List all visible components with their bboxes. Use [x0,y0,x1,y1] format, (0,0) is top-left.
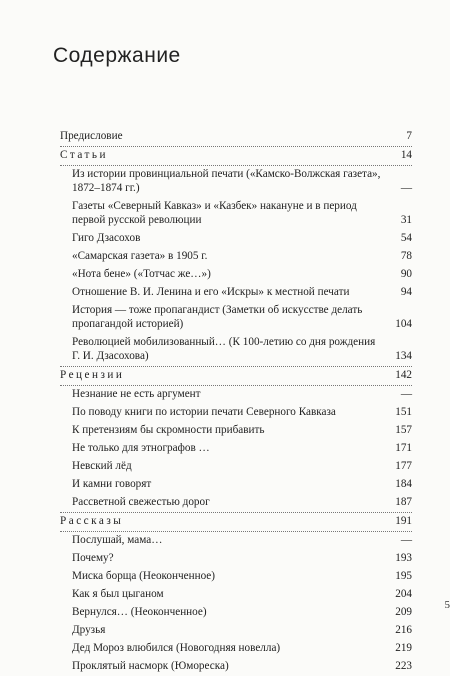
toc-entry-title: Не только для этнографов … [72,441,412,455]
toc-entry-title: Из истории провинциальной печати («Камско-Волжская газета», 1872–1874 гг.) [72,167,412,195]
toc-entry [60,494,412,513]
toc-entry [60,476,412,494]
toc-entry-title: Рассветной свежестью дорог [72,495,412,509]
toc-entry [60,386,412,404]
toc-entry [60,128,412,147]
toc-entry-page: 151 [395,405,412,419]
toc-entry-page: — [401,387,412,401]
toc-section [60,513,412,532]
toc-entry-title: Газеты «Северный Кавказ» и «Казбек» накануне и в период первой русской революции [72,199,412,227]
toc-entry-page: 104 [395,317,412,331]
toc-entry [60,568,412,586]
toc-entry-title: «Нота бене» («Тотчас же…») [72,267,412,281]
toc-entry [60,334,412,367]
toc-entry [60,640,412,658]
toc-entry-title: К претензиям бы скромности прибавить [72,423,412,437]
toc-entry [60,284,412,302]
toc-entry-title: Гиго Дзасохов [72,231,412,245]
toc-entry [60,248,412,266]
toc-entry [60,586,412,604]
toc-entry-title: Невский лёд [72,459,412,473]
toc-entry-page: 209 [395,605,412,619]
toc-entry-title: Вернулся… (Неоконченное) [72,605,412,619]
toc-entry-page: 31 [401,213,412,227]
toc-entry-title: Послушай, мама… [72,533,412,547]
toc-entry-page: 216 [395,623,412,637]
toc-entry-page: 171 [395,441,412,455]
toc-entry [60,550,412,568]
toc-entry-title: История — тоже пропагандист (Заметки об искусстве делать пропагандой историей) [72,303,412,331]
toc-entry-title: Дед Мороз влюбился (Новогодняя новелла) [72,641,412,655]
toc-entry-page: 142 [395,368,412,382]
toc-entry [60,458,412,476]
toc-entry [60,604,412,622]
toc-entry-page: 187 [395,495,412,509]
toc-entry-page: 78 [401,249,412,263]
toc-entry-title: Как я был цыганом [72,587,412,601]
toc-entry-title: И камни говорят [72,477,412,491]
toc-entry-title: Почему? [72,551,412,565]
toc-entry-page: 219 [395,641,412,655]
toc-entry [60,302,412,334]
toc-entry [60,230,412,248]
table-of-contents [60,128,412,676]
toc-entry [60,440,412,458]
toc-entry [60,404,412,422]
toc-entry-page: 184 [395,477,412,491]
toc-entry-page: 223 [395,659,412,673]
toc-entry [60,198,412,230]
toc-entry-page: 195 [395,569,412,583]
toc-entry-page: 204 [395,587,412,601]
toc-entry-page: 94 [401,285,412,299]
page-number: 5 [445,599,450,611]
toc-entry-title: Миска борща (Неоконченное) [72,569,412,583]
toc-entry-page: — [401,181,412,195]
toc-entry-title: Незнание не есть аргумент [72,387,412,401]
toc-entry-title: Друзья [72,623,412,637]
toc-entry-title: Рецензии [60,368,412,382]
toc-entry-page: 90 [401,267,412,281]
toc-entry-page: 54 [401,231,412,245]
toc-entry-title: По поводу книги по истории печати Северного Кавказа [72,405,412,419]
toc-entry-title: Отношение В. И. Ленина и его «Искры» к местной печати [72,285,412,299]
page-title: Содержание [53,44,181,68]
toc-entry-page: 191 [395,514,412,528]
toc-entry-title: Предисловие [60,129,412,143]
toc-entry-title: Рассказы [60,514,412,528]
toc-entry [60,422,412,440]
toc-entry-page: 134 [395,349,412,363]
toc-section [60,147,412,166]
toc-entry [60,266,412,284]
toc-entry-page: 14 [401,148,412,162]
toc-entry-title: Статьи [60,148,412,162]
toc-entry [60,166,412,198]
toc-entry-page: 7 [406,129,412,143]
toc-entry-page: 193 [395,551,412,565]
toc-entry-title: Революцией мобилизованный… (К 100-летию со дня рождения Г. И. Дзасохова) [72,335,412,363]
toc-entry-page: 177 [395,459,412,473]
toc-entry-page: 157 [395,423,412,437]
toc-entry-title: «Самарская газета» в 1905 г. [72,249,412,263]
toc-entry-page: — [401,533,412,547]
toc-entry [60,622,412,640]
toc-entry [60,532,412,550]
toc-entry [60,658,412,676]
toc-entry-title: Проклятый насморк (Юмореска) [72,659,412,673]
toc-section [60,367,412,386]
